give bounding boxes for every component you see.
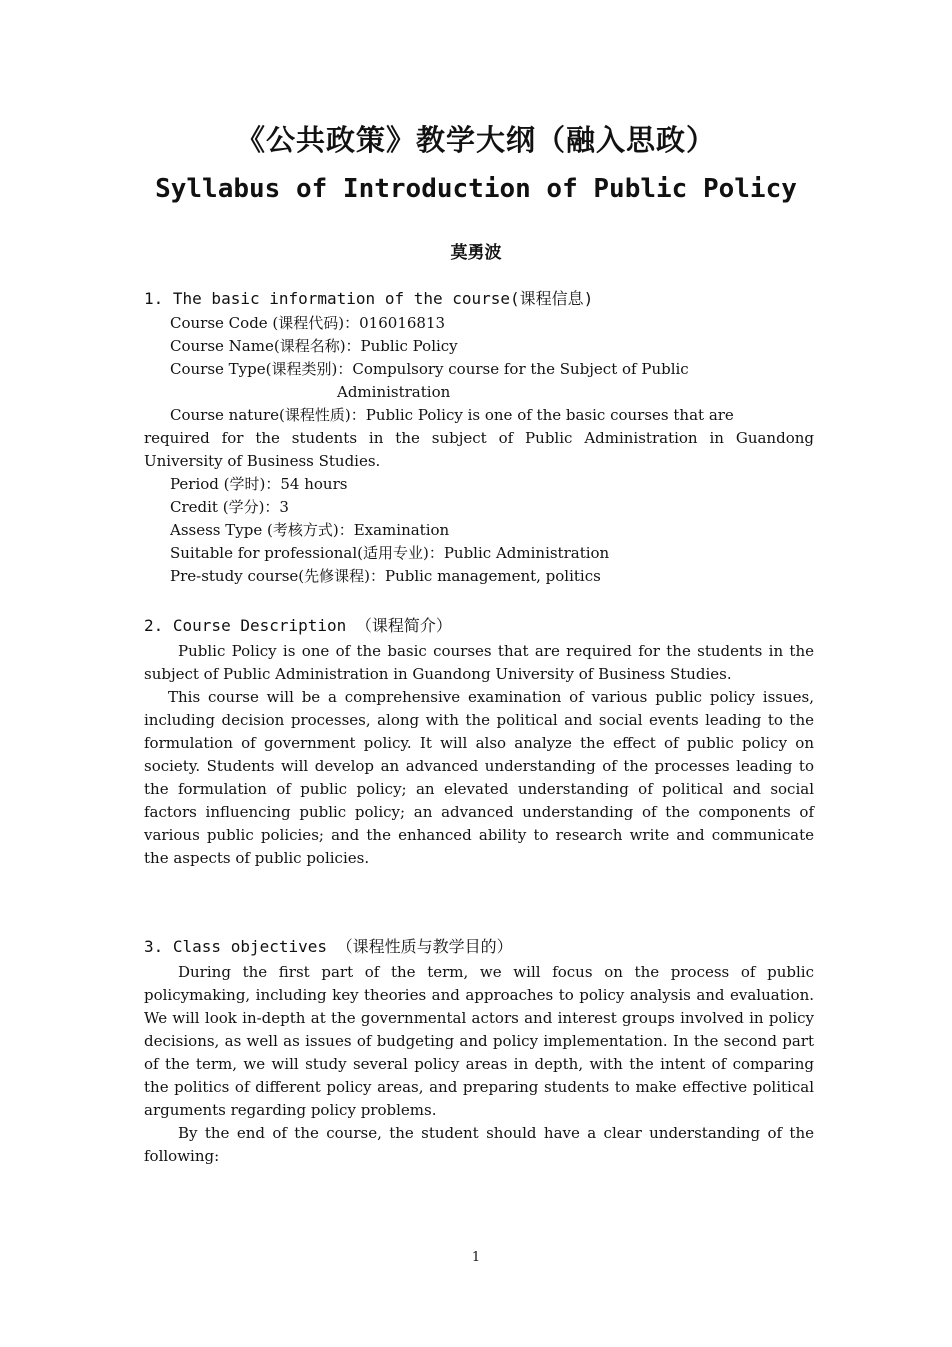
class-objectives-paragraph: [144, 961, 814, 1168]
section-2-heading: 2. Course Description （课程简介）: [144, 616, 452, 635]
course-info-list: [170, 312, 810, 427]
author-name: 莫勇波: [450, 243, 502, 263]
pre-study-course: Pre-study course(先修课程)：Public management, politics: [170, 567, 601, 585]
course-type-continued: Administration: [337, 383, 451, 401]
page-number: 1: [471, 1250, 481, 1265]
course-credit: Credit (学分)：3: [170, 498, 289, 516]
document-title-english: Syllabus of Introduction of Public Policy: [155, 174, 797, 204]
section-3-heading: 3. Class objectives （课程性质与教学目的）: [144, 937, 513, 956]
course-info-list-2: [170, 473, 810, 588]
course-nature: Course nature(课程性质)：Public Policy is one of the basic courses that are: [170, 406, 734, 424]
document-title-chinese: 《公共政策》教学大纲（融入思政）: [235, 123, 716, 157]
course-period: Period (学时)：54 hours: [170, 475, 348, 493]
course-name: Course Name(课程名称)：Public Policy: [170, 337, 458, 355]
objectives-paragraph-1: During the first part of the term, we will focus on the process of public policymaking, including key theories and approaches to policy analysis and evaluation. We will look in-depth at the governmental actors and interest groups involved in policy decisions, as well as issues of budgeting and policy implementation. In the second part of the term, we will study several policy areas in depth, with the intent of comparing the politics of different policy areas, and preparing students to make effective political arguments regarding policy problems.: [144, 963, 814, 1119]
objectives-paragraph-2: By the end of the course, the student should have a clear understanding of the following:: [144, 1124, 814, 1165]
course-description-paragraph: [144, 640, 814, 870]
suitable-for-professional: Suitable for professional(适用专业)：Public Administration: [170, 544, 610, 562]
section-1-heading: 1. The basic information of the course(课程信息): [144, 289, 594, 308]
course-type: Course Type(课程类别)：Compulsory course for the Subject of Public: [170, 360, 689, 378]
description-paragraph-1: Public Policy is one of the basic courses that are required for the students in the subject of Public Administration in Guandong University of Business Studies.: [144, 642, 814, 683]
assess-type: Assess Type (考核方式)：Examination: [170, 521, 450, 539]
course-code: Course Code (课程代码)：016016813: [170, 314, 446, 332]
course-nature-continued: required for the students in the subject of Public Administration in Guandong University of Business Studies.: [144, 429, 814, 470]
description-paragraph-2: This course will be a comprehensive examination of various public policy issues, including decision processes, along with the political and social events leading to the formulation of government policy. It will also analyze the effect of public policy on society. Students will develop an advanced understanding of the processes leading to the formulation of public policy; an elevated understanding of political and social factors influencing public policy; an advanced understanding of the components of various public policies; and the enhanced ability to research write and communicate the aspects of public policies.: [144, 688, 814, 867]
